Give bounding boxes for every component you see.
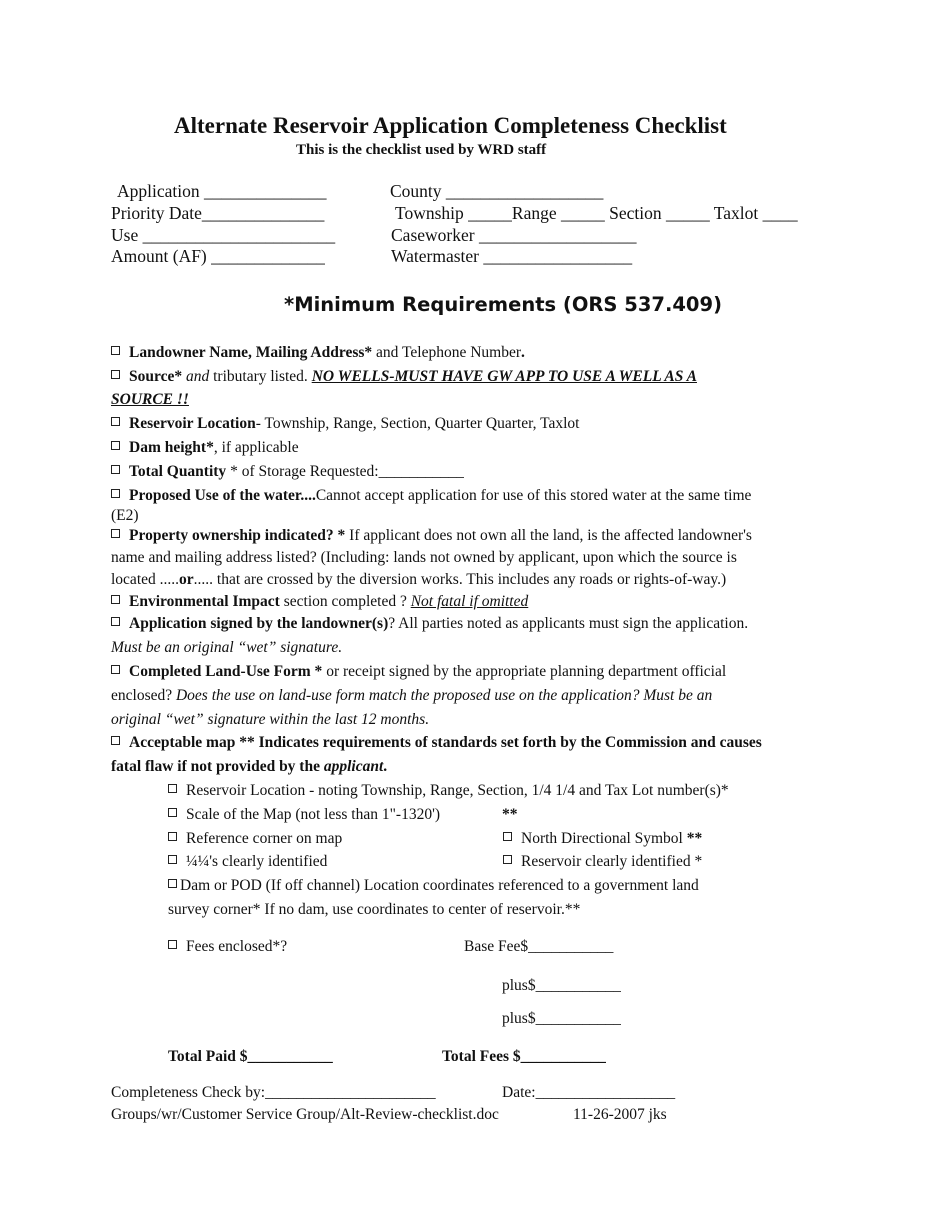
fees-enclosed: Fees enclosed*? bbox=[168, 938, 287, 956]
watermaster-field[interactable]: Watermaster _________________ bbox=[391, 246, 633, 266]
map-item-quarters: ¼¼'s clearly identified bbox=[168, 853, 327, 871]
item-proposed-use-line2: (E2) bbox=[111, 507, 139, 524]
item-reservoir-location: Reservoir Location- Township, Range, Section, Quarter Quarter, Taxlot bbox=[111, 415, 580, 433]
map-item-north: North Directional Symbol ** bbox=[503, 830, 702, 848]
map-item-scale: Scale of the Map (not less than 1"-1320') bbox=[168, 806, 440, 824]
item-land-use-line3: original “wet” signature within the last 12 months. bbox=[111, 711, 430, 728]
map-item-location: Reservoir Location - noting Township, Range, Section, 1/4 1/4 and Tax Lot number(s)* bbox=[168, 782, 729, 800]
item-dam-height: Dam height*, if applicable bbox=[111, 439, 299, 457]
caseworker-field[interactable]: Caseworker __________________ bbox=[391, 225, 637, 245]
item-landowner: Landowner Name, Mailing Address* and Telephone Number. bbox=[111, 344, 525, 362]
use-field[interactable]: Use ______________________ bbox=[111, 225, 336, 245]
minimum-requirements-heading: *Minimum Requirements (ORS 537.409) bbox=[284, 293, 722, 316]
checkbox[interactable] bbox=[111, 665, 120, 674]
date-field[interactable]: Date:__________________ bbox=[502, 1084, 676, 1101]
map-item-reservoir-id: Reservoir clearly identified * bbox=[503, 853, 702, 871]
item-signed: Application signed by the landowner(s)? All parties noted as applicants must sign the application. bbox=[111, 615, 748, 633]
township-range-section-field[interactable]: Township _____Range _____ Section _____ Taxlot ____ bbox=[395, 203, 798, 223]
item-land-use: Completed Land-Use Form * or receipt signed by the appropriate planning department official bbox=[111, 663, 726, 681]
checkbox[interactable] bbox=[111, 489, 120, 498]
checkbox[interactable] bbox=[168, 855, 177, 864]
checkbox[interactable] bbox=[111, 417, 120, 426]
checkbox[interactable] bbox=[111, 736, 120, 745]
county-field[interactable]: County __________________ bbox=[390, 181, 604, 201]
total-fees-field[interactable]: Total Fees $___________ bbox=[442, 1048, 606, 1065]
checkbox[interactable] bbox=[168, 784, 177, 793]
map-item-reference: Reference corner on map bbox=[168, 830, 342, 848]
priority-date-field[interactable]: Priority Date______________ bbox=[111, 203, 325, 223]
checkbox[interactable] bbox=[503, 855, 512, 864]
document-path: Groups/wr/Customer Service Group/Alt-Review-checklist.doc bbox=[111, 1106, 499, 1123]
plus-fee-field-2[interactable]: plus$___________ bbox=[502, 1010, 621, 1027]
page-title: Alternate Reservoir Application Completeness Checklist bbox=[174, 113, 727, 138]
item-map: Acceptable map ** Indicates requirements of standards set forth by the Commission and causes bbox=[111, 734, 762, 752]
checkbox[interactable] bbox=[168, 879, 177, 888]
completeness-check-by-field[interactable]: Completeness Check by:______________________ bbox=[111, 1084, 436, 1101]
item-source: Source* and tributary listed. NO WELLS-MUST HAVE GW APP TO USE A WELL AS A bbox=[111, 368, 697, 386]
item-property-line2: name and mailing address listed? (Including: lands not owned by applicant, upon which the source is bbox=[111, 549, 737, 566]
total-paid-field[interactable]: Total Paid $___________ bbox=[168, 1048, 333, 1065]
checkbox[interactable] bbox=[168, 832, 177, 841]
checkbox[interactable] bbox=[111, 370, 120, 379]
checkbox[interactable] bbox=[168, 940, 177, 949]
item-land-use-line2: enclosed? Does the use on land-use form match the proposed use on the application? Must be an bbox=[111, 687, 713, 704]
item-signed-line2: Must be an original “wet” signature. bbox=[111, 639, 343, 656]
base-fee-field[interactable]: Base Fee$___________ bbox=[464, 938, 614, 955]
map-item-dam-line2: survey corner* If no dam, use coordinates to center of reservoir.** bbox=[168, 901, 581, 918]
application-field[interactable]: Application ______________ bbox=[117, 181, 327, 201]
checkbox[interactable] bbox=[503, 832, 512, 841]
checkbox[interactable] bbox=[111, 595, 120, 604]
document-stamp: 11-26-2007 jks bbox=[573, 1106, 667, 1123]
item-property-line3: located .....or..... that are crossed by the diversion works. This includes any roads or rights-of-way.) bbox=[111, 571, 727, 588]
map-item-scale-note: ** bbox=[502, 806, 518, 823]
item-environmental: Environmental Impact section completed ? Not fatal if omitted bbox=[111, 593, 528, 611]
plus-fee-field-1[interactable]: plus$___________ bbox=[502, 977, 621, 994]
page-subtitle: This is the checklist used by WRD staff bbox=[296, 142, 547, 158]
checkbox[interactable] bbox=[111, 617, 120, 626]
item-source-line2: SOURCE !! bbox=[111, 391, 189, 408]
map-item-dam: Dam or POD (If off channel) Location coordinates referenced to a government land bbox=[168, 877, 699, 895]
checkbox[interactable] bbox=[111, 529, 120, 538]
item-map-line2: fatal flaw if not provided by the applicant. bbox=[111, 758, 388, 775]
checkbox[interactable] bbox=[111, 441, 120, 450]
item-property: Property ownership indicated? * If applicant does not own all the land, is the affected landowner's bbox=[111, 527, 752, 545]
amount-field[interactable]: Amount (AF) _____________ bbox=[111, 246, 325, 266]
item-total-quantity: Total Quantity * of Storage Requested:___________ bbox=[111, 463, 464, 481]
checkbox[interactable] bbox=[111, 465, 120, 474]
checkbox[interactable] bbox=[168, 808, 177, 817]
checkbox[interactable] bbox=[111, 346, 120, 355]
item-proposed-use: Proposed Use of the water....Cannot accept application for use of this stored water at the same time bbox=[111, 487, 751, 505]
